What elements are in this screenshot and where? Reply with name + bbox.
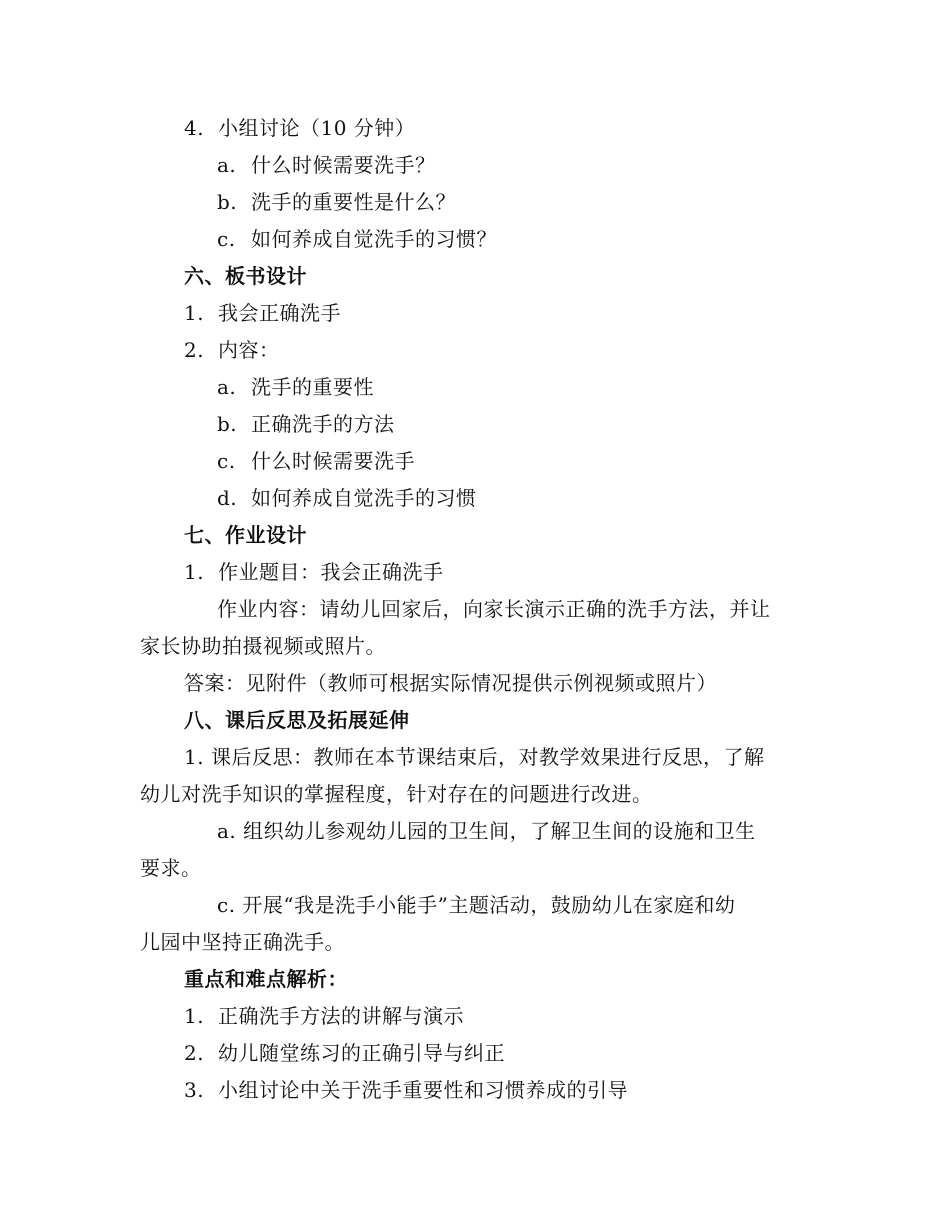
paragraph-line: 儿园中坚持正确洗手。 [140, 930, 345, 954]
list-text: 作业题目：我会正确洗手 [218, 560, 444, 584]
paragraph-line: 作业内容：请幼儿回家后，向家长演示正确的洗手方法，并让 [217, 597, 771, 621]
list-marker: 3. [184, 1078, 205, 1102]
section-heading: 六、板书设计 [184, 264, 307, 288]
list-text: 正确洗手的方法 [251, 412, 395, 436]
list-text: 什么时候需要洗手？ [251, 153, 436, 177]
list-text: 如何养成自觉洗手的习惯？ [251, 227, 497, 251]
list-text: 内容： [218, 338, 280, 362]
paragraph-line: a. 组织幼儿参观幼儿园的卫生间，了解卫生间的设施和卫生 [217, 819, 756, 843]
sub-list-item [217, 153, 436, 177]
paragraph-line: 要求。 [140, 856, 202, 880]
list-marker: 1. [184, 301, 205, 325]
paragraph-line: c. 开展“我是洗手小能手”主题活动，鼓励幼儿在家庭和幼 [217, 893, 736, 917]
list-item [184, 116, 415, 140]
sub-list-item [217, 412, 395, 436]
section-heading: 八、课后反思及拓展延伸 [184, 708, 410, 732]
list-text: 小组讨论中关于洗手重要性和习惯养成的引导 [218, 1078, 628, 1102]
section-heading: 重点和难点解析： [184, 967, 348, 991]
sub-list-item [217, 486, 477, 510]
list-item [184, 1078, 628, 1102]
list-marker: b. [217, 190, 238, 214]
list-text: 洗手的重要性是什么？ [251, 190, 456, 214]
list-item [184, 301, 341, 325]
list-item [184, 338, 280, 362]
section-heading: 七、作业设计 [184, 523, 307, 547]
sub-list-item [217, 190, 456, 214]
list-marker: d. [217, 486, 238, 510]
list-marker: 1. [184, 1004, 205, 1028]
list-item [184, 1004, 464, 1028]
list-text: 我会正确洗手 [218, 301, 341, 325]
sub-list-item [217, 375, 374, 399]
list-text: 洗手的重要性 [251, 375, 374, 399]
list-marker: a. [217, 153, 237, 177]
list-marker: 1. [184, 560, 205, 584]
list-marker: c. [217, 227, 236, 251]
list-text: 正确洗手方法的讲解与演示 [218, 1004, 464, 1028]
list-marker: 2. [184, 1041, 205, 1065]
paragraph-line: 家长协助拍摄视频或照片。 [140, 634, 386, 658]
paragraph-line: 答案：见附件（教师可根据实际情况提供示例视频或照片） [184, 671, 717, 695]
paragraph-line: 1. 课后反思：教师在本节课结束后，对教学效果进行反思，了解 [184, 745, 765, 769]
list-marker: a. [217, 375, 237, 399]
sub-list-item [217, 449, 415, 473]
list-text: 什么时候需要洗手 [251, 449, 415, 473]
list-item [184, 560, 444, 584]
list-text: 如何养成自觉洗手的习惯 [251, 486, 477, 510]
list-marker: 4. [184, 116, 205, 140]
sub-list-item [217, 227, 497, 251]
list-marker: b. [217, 412, 238, 436]
list-item [184, 1041, 505, 1065]
paragraph-line: 幼儿对洗手知识的掌握程度，针对存在的问题进行改进。 [140, 782, 653, 806]
list-marker: c. [217, 449, 236, 473]
list-marker: 2. [184, 338, 205, 362]
list-text: 小组讨论（10 分钟） [218, 116, 416, 140]
list-text: 幼儿随堂练习的正确引导与纠正 [218, 1041, 505, 1065]
